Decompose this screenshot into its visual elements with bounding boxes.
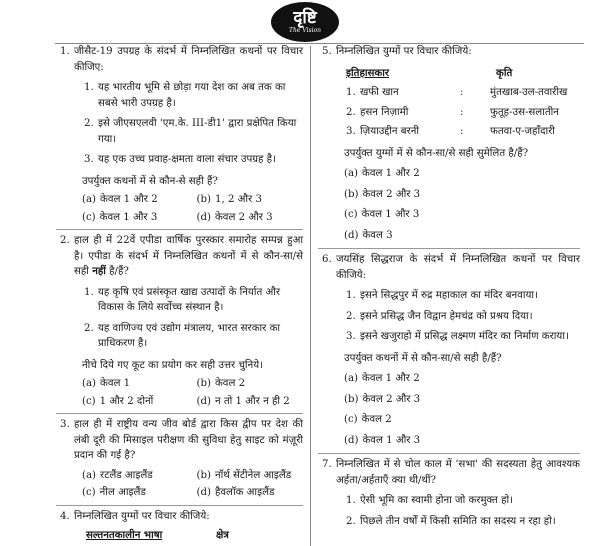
question-prompt: उपर्युक्त युग्मों में से कौन-सा/से सही सुमेलित है/हैं?: [344, 147, 529, 159]
question-number: 6.: [322, 254, 332, 265]
question-6: [322, 252, 580, 448]
question-stem: हाल ही में राष्ट्रीय वन्य जीव बोर्ड द्वारा किस द्वीप पर देश की लंबी दूरी की मिसाइल परीक्षण की सुविधा हेतु साइट को मंज़ूरी प्रदान की गई है?: [74, 419, 303, 461]
statement: 2. पिछले तीन वर्षों में किसी समिति का सदस्य न रहा हो।: [346, 515, 556, 527]
question-stem: निम्नलिखित युग्मों पर विचार कीजिये:: [336, 46, 472, 57]
options-grid: [82, 376, 303, 409]
statement: 1. यह भारतीय भूमि से छोड़ा गया देश का अब तक का सबसे भारी उपग्रह है।: [84, 82, 286, 109]
option-d[interactable]: (d) न तो 1 और न ही 2: [196, 395, 290, 407]
statement: 1. ऐसी भूमि का स्वामी होना जो करमुक्त हो।: [346, 495, 513, 506]
options-list: [336, 371, 580, 448]
option-d[interactable]: (d) केवल 2 और 3: [196, 211, 273, 223]
column-divider: [310, 46, 311, 546]
pair-row: 3. ज़ियाउद्दीन बरनी : फतवा-ए-जहाँदारी: [346, 126, 555, 137]
question-separator: [56, 413, 303, 414]
statement: 3. इसने खजुराहो में प्रसिद्ध लक्ष्मण मंदिर का निर्माण कराया।: [346, 331, 569, 342]
option-d[interactable]: (d) हैवलॉक आइलैंड: [196, 487, 275, 498]
column-header: कृति: [496, 66, 513, 79]
question-number: 7.: [322, 459, 332, 470]
statement: 3. यह एक उच्च प्रवाह-क्षमता वाला संचार उपग्रह है।: [84, 154, 276, 165]
question-stem: निम्नलिखित में से चोल काल में 'सभा' की सदस्यता हेतु आवश्यक अर्हता/अर्हताएँ क्या थी/थीं?: [336, 459, 580, 486]
question-2: [60, 233, 303, 409]
pair-table-header: [86, 528, 303, 544]
option-b[interactable]: (b) नॉर्थ सेंटीनेल आइलैंड: [196, 469, 292, 481]
question-number: 4.: [60, 510, 70, 522]
column-header: सल्तनतकालीन भाषा: [86, 529, 163, 541]
options-list: [336, 166, 580, 243]
option-b[interactable]: (b) 1, 2 और 3: [196, 194, 262, 205]
option-c[interactable]: (c) नील आइलैंड: [82, 487, 146, 498]
option-b[interactable]: (b) केवल 2: [196, 378, 246, 389]
question-7: [322, 457, 580, 529]
pair-row: 1. खफी खान : मुंतखाब-उल-तवारीख: [346, 87, 568, 98]
option-c[interactable]: (c) केवल 1 और 3: [344, 209, 420, 220]
question-number: 2.: [60, 235, 70, 246]
question-3: [60, 417, 303, 501]
column-header: इतिहासकार: [346, 66, 390, 79]
pair-row: 2. हसन निज़ामी : फुतूह-उस-सलातीन: [346, 106, 559, 118]
question-stem: निम्नलिखित युग्मों पर विचार कीजिये:: [74, 510, 210, 522]
option-c[interactable]: (c) केवल 1 और 3: [82, 211, 158, 223]
question-1: [60, 44, 303, 225]
question-separator: [56, 505, 303, 506]
left-column: [60, 44, 303, 546]
option-a[interactable]: (a) रटलैंड आइलैंड: [82, 469, 153, 481]
option-a[interactable]: (a) केवल 1 और 2: [344, 373, 420, 384]
right-column: [322, 44, 580, 546]
option-b[interactable]: (b) केवल 2 और 3: [344, 393, 421, 405]
question-separator: [318, 248, 580, 249]
statement: 2. इसने प्रसिद्ध जैन विद्वान हेमचंद्र को प्रश्रय दिया।: [346, 310, 533, 322]
option-a[interactable]: (a) केवल 1 और 2: [82, 194, 158, 205]
logo-tagline: The Vision: [289, 27, 321, 34]
question-separator: [56, 229, 303, 230]
option-d[interactable]: (d) केवल 3: [344, 229, 393, 241]
question-5: [322, 44, 580, 243]
option-a[interactable]: (a) केवल 1 और 2: [344, 168, 420, 179]
question-prompt: नीचे दिये गए कूट का प्रयोग कर सही उत्तर चुनिये।: [82, 359, 263, 371]
question-4: [60, 509, 303, 544]
option-c[interactable]: (c) केवल 2: [344, 414, 392, 425]
question-number: 5.: [322, 46, 332, 57]
option-c[interactable]: (c) 1 और 2 दोनों: [82, 395, 154, 407]
question-separator: [318, 453, 580, 454]
statement: 1. यह कृषि एवं प्रसंस्कृत खाद्य उत्पादों के निर्यात और विकास के लिये सर्वोच्च संस्थान है।: [84, 286, 281, 313]
question-stem: हाल ही में 22वें एपीडा वार्षिक पुरस्कार समारोह सम्पन्न हुआ है। एपीडा के संदर्भ में निम्नलिखित कथनों में से कौन-सा/से सही नहीं है/हैं?: [74, 235, 303, 277]
question-stem: जीसैट-19 उपग्रह के संदर्भ में निम्नलिखित कथनों पर विचार कीजिए:: [74, 46, 303, 73]
drishti-logo: [271, 2, 339, 42]
options-grid: [82, 192, 303, 225]
question-number: 1.: [60, 46, 70, 57]
pair-table-header: [346, 66, 580, 82]
options-grid: [82, 468, 303, 501]
option-a[interactable]: (a) केवल 1: [82, 378, 131, 389]
logo-word: दृष्टि: [293, 8, 317, 28]
statement: 2. यह वाणिज्य एवं उद्योग मंत्रालय, भारत सरकार का प्राधिकरण है।: [84, 322, 281, 349]
option-d[interactable]: (d) केवल 1 और 3: [344, 434, 421, 446]
option-b[interactable]: (b) केवल 2 और 3: [344, 188, 421, 200]
question-number: 3.: [60, 419, 70, 430]
column-header: क्षेत्र: [216, 529, 229, 541]
question-prompt: उपर्युक्त कथनों में से कौन-सा/से सही है/हैं?: [344, 352, 502, 364]
question-prompt: उपर्युक्त कथनों में से कौन-से सही हैं?: [82, 175, 218, 187]
question-stem: जयसिंह सिद्धराज के संदर्भ में निम्नलिखित कथनों पर विचार कीजिये:: [336, 254, 580, 281]
statement: 1. इसने सिद्धपुर में रुद्र महाकाल का मंदिर बनवाया।: [346, 290, 538, 301]
statement: 2. इसे जीएसएलवी 'एम.के. III-डी1' द्वारा प्रक्षेपित किया गया।: [84, 118, 297, 145]
